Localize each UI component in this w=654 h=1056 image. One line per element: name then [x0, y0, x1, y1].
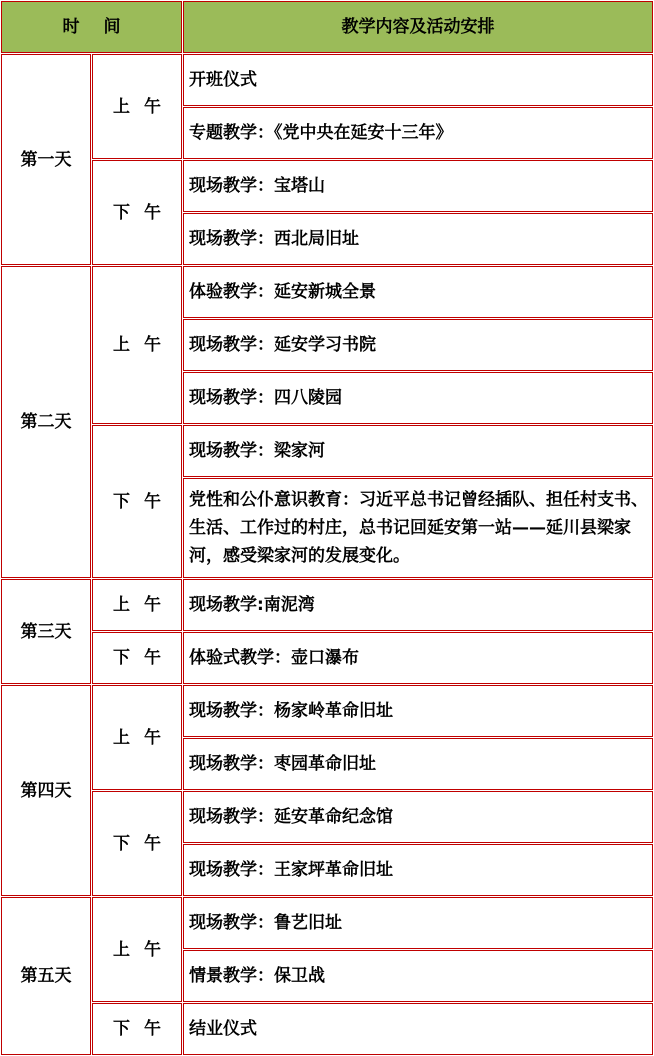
activity-cell: 现场教学：宝塔山	[183, 160, 653, 212]
header-content: 教学内容及活动安排	[183, 1, 653, 53]
session-label: 下午	[92, 160, 182, 265]
day-label: 第二天	[1, 266, 91, 578]
activity-cell: 体验式教学：壶口瀑布	[183, 632, 653, 684]
day-label: 第三天	[1, 579, 91, 684]
activity-cell: 体验教学：延安新城全景	[183, 266, 653, 318]
session-label: 下午	[92, 1003, 182, 1055]
day-label: 第五天	[1, 897, 91, 1055]
session-label: 下午	[92, 425, 182, 578]
header-time: 时间	[1, 1, 182, 53]
session-label: 上午	[92, 897, 182, 1002]
activity-cell: 现场教学：枣园革命旧址	[183, 738, 653, 790]
activity-text: 党性和公仆意识教育：习近平总书记曾经插队、担任村支书、生活、工作过的村庄，总书记回延安第一站——延川县梁家河，感受梁家河的发展变化。	[189, 490, 648, 566]
activity-cell: 情景教学：保卫战	[183, 950, 653, 1002]
activity-cell: 现场教学：杨家岭革命旧址	[183, 685, 653, 737]
activity-cell: 现场教学：延安革命纪念馆	[183, 791, 653, 843]
activity-cell: 现场教学:南泥湾	[183, 579, 653, 631]
activity-cell: 结业仪式	[183, 1003, 653, 1055]
day-label: 第一天	[1, 54, 91, 265]
activity-cell: 开班仪式	[183, 54, 653, 106]
session-label: 上午	[92, 54, 182, 159]
session-label: 下午	[92, 791, 182, 896]
activity-cell: 现场教学：四八陵园	[183, 372, 653, 424]
activity-cell	[183, 478, 653, 578]
session-label: 上午	[92, 685, 182, 790]
activity-cell: 现场教学：梁家河	[183, 425, 653, 477]
activity-cell: 现场教学：延安学习书院	[183, 319, 653, 371]
activity-cell: 专题教学：《党中央在延安十三年》	[183, 107, 653, 159]
day-label: 第四天	[1, 685, 91, 896]
session-label: 上午	[92, 579, 182, 631]
session-label: 上午	[92, 266, 182, 424]
activity-cell: 现场教学：西北局旧址	[183, 213, 653, 265]
session-label: 下午	[92, 632, 182, 684]
activity-cell: 现场教学：鲁艺旧址	[183, 897, 653, 949]
activity-cell: 现场教学：王家坪革命旧址	[183, 844, 653, 896]
